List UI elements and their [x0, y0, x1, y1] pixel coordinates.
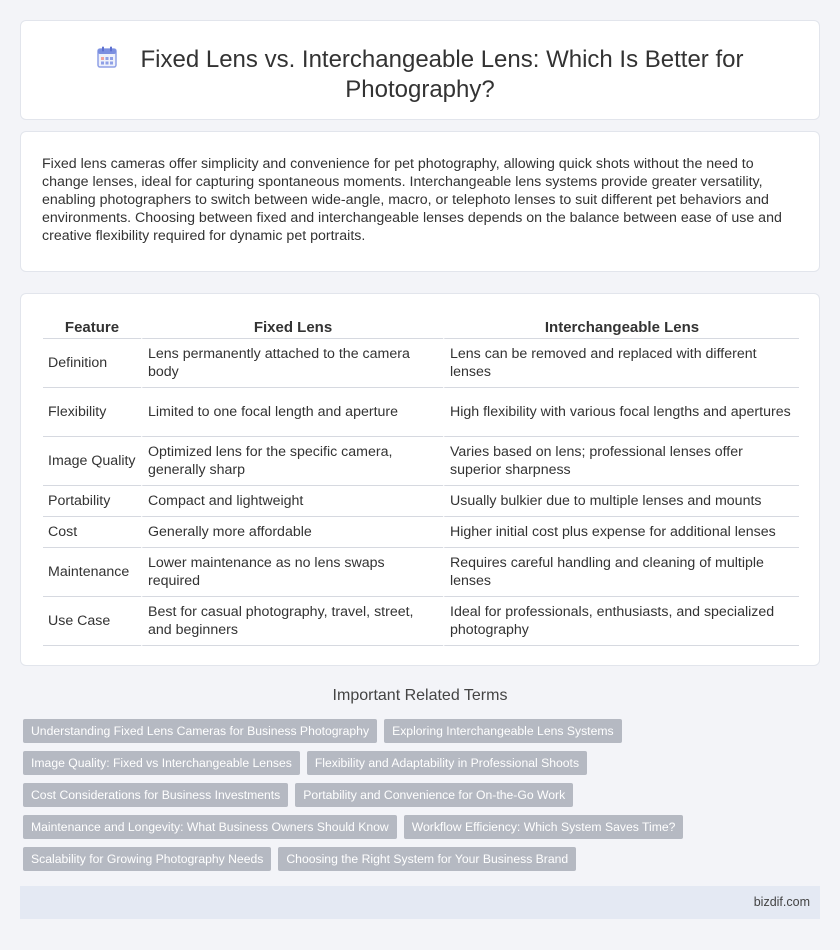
intro-paragraph: Fixed lens cameras offer simplicity and convenience for pet photography, allowing quick shots without the need to change lenses, ideal for capturing spontaneous moments. Interchangeable lens systems provide greater versatility, enabling photographers to switch between wide-angle, macro, or telephoto lenses to suit different pet behaviors and environments. Choosing between fixed and interchangeable lenses depends on the balance between ease of use and creative flexibility required for dynamic pet portraits.: [42, 156, 782, 245]
table-row: [43, 597, 799, 646]
table-header-row: [43, 311, 799, 339]
feature-cell: Definition: [43, 339, 141, 388]
interchangeable-lens-cell: Usually bulkier due to multiple lenses and mounts: [443, 486, 799, 517]
fixed-lens-cell: Compact and lightweight: [141, 486, 443, 517]
related-term-tag[interactable]: Flexibility and Adaptability in Professional Shoots: [307, 751, 587, 775]
interchangeable-lens-cell: Ideal for professionals, enthusiasts, and specialized photography: [443, 597, 799, 646]
related-term-tag[interactable]: Scalability for Growing Photography Needs: [23, 847, 271, 871]
comparison-table-card: [20, 293, 820, 666]
page-title: [21, 45, 819, 105]
table-row: [43, 486, 799, 517]
header-fixed-lens: Fixed Lens: [141, 311, 443, 339]
related-term-tag[interactable]: Understanding Fixed Lens Cameras for Business Photography: [23, 719, 377, 743]
fixed-lens-cell: Limited to one focal length and aperture: [141, 388, 443, 437]
related-term-tag[interactable]: Exploring Interchangeable Lens Systems: [384, 719, 622, 743]
related-term-tag[interactable]: Cost Considerations for Business Investments: [23, 783, 288, 807]
fixed-lens-cell: Lens permanently attached to the camera body: [141, 339, 443, 388]
related-term-tag[interactable]: Maintenance and Longevity: What Business Owners Should Know: [23, 815, 397, 839]
header-interchangeable-lens: Interchangeable Lens: [443, 311, 799, 339]
table-row: [43, 339, 799, 388]
fixed-lens-cell: Lower maintenance as no lens swaps required: [141, 548, 443, 597]
interchangeable-lens-cell: Lens can be removed and replaced with different lenses: [443, 339, 799, 388]
calendar-icon: [97, 46, 117, 68]
feature-cell: Cost: [43, 517, 141, 548]
related-term-tag[interactable]: Portability and Convenience for On-the-Go Work: [295, 783, 573, 807]
feature-cell: Use Case: [43, 597, 141, 646]
interchangeable-lens-cell: Varies based on lens; professional lenses offer superior sharpness: [443, 437, 799, 486]
feature-cell: Portability: [43, 486, 141, 517]
title-line-2: Photography?: [345, 76, 495, 103]
related-term-tag[interactable]: Workflow Efficiency: Which System Saves Time?: [404, 815, 684, 839]
fixed-lens-cell: Best for casual photography, travel, street, and beginners: [141, 597, 443, 646]
title-card: [20, 20, 820, 120]
feature-cell: Maintenance: [43, 548, 141, 597]
title-line-1: Fixed Lens vs. Interchangeable Lens: Which Is Better for: [140, 46, 744, 73]
table-row: [43, 517, 799, 548]
header-feature: Feature: [43, 311, 141, 339]
related-terms-list: [23, 719, 813, 879]
interchangeable-lens-cell: High flexibility with various focal lengths and apertures: [443, 388, 799, 437]
feature-cell: Image Quality: [43, 437, 141, 486]
related-terms-heading: Important Related Terms: [332, 687, 508, 704]
feature-cell: Flexibility: [43, 388, 141, 437]
table-row: [43, 388, 799, 437]
related-term-tag[interactable]: Choosing the Right System for Your Business Brand: [278, 847, 576, 871]
interchangeable-lens-cell: Requires careful handling and cleaning of multiple lenses: [443, 548, 799, 597]
related-term-tag[interactable]: Image Quality: Fixed vs Interchangeable Lenses: [23, 751, 300, 775]
fixed-lens-cell: Optimized lens for the specific camera, generally sharp: [141, 437, 443, 486]
footer-site-link[interactable]: bizdif.com: [753, 895, 810, 909]
intro-card: [20, 131, 820, 272]
comparison-table: [43, 311, 799, 646]
footer: [20, 886, 820, 919]
interchangeable-lens-cell: Higher initial cost plus expense for additional lenses: [443, 517, 799, 548]
table-row: [43, 548, 799, 597]
fixed-lens-cell: Generally more affordable: [141, 517, 443, 548]
table-row: [43, 437, 799, 486]
